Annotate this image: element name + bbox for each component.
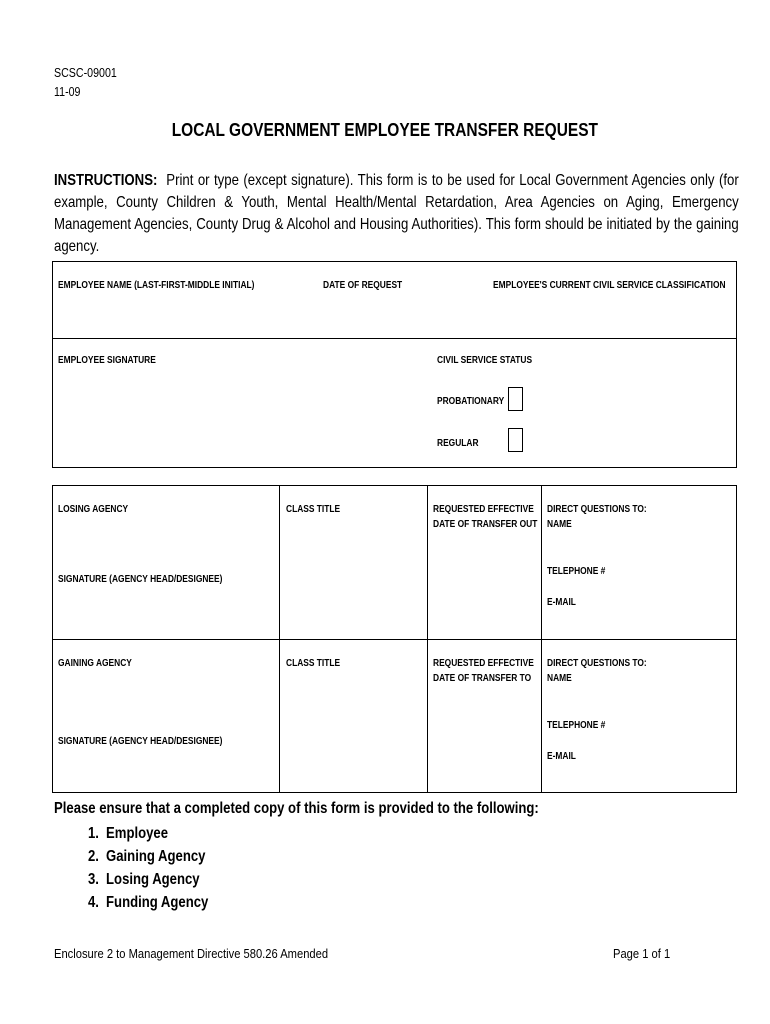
- gaining-telephone-field[interactable]: TELEPHONE #: [547, 720, 606, 731]
- page-title: LOCAL GOVERNMENT EMPLOYEE TRANSFER REQUEST: [171, 120, 599, 140]
- column-divider-1: [279, 485, 280, 793]
- list-item: 3. Losing Agency: [88, 871, 200, 888]
- regular-checkbox[interactable]: [508, 428, 523, 452]
- gaining-effective-date-field[interactable]: REQUESTED EFFECTIVE DATE OF TRANSFER TO: [433, 658, 534, 684]
- form-number: SCSC-09001: [54, 65, 117, 80]
- losing-class-title-field[interactable]: CLASS TITLE: [286, 504, 341, 515]
- employee-signature-field[interactable]: EMPLOYEE SIGNATURE: [58, 355, 156, 366]
- instructions: [54, 170, 739, 258]
- probationary-label: PROBATIONARY: [437, 396, 505, 407]
- civil-service-status-label: CIVIL SERVICE STATUS: [437, 355, 533, 366]
- instructions-text: Print or type (except signature). This form is to be used for Local Government Agencies only (for example, County Children & Youth, Mental Health/Mental Retardation, Area Agencies on Aging, Emergency Management Agencies, County Drug & Alcohol and Housing Authorities). This form should be initiated by the gaining agency.: [54, 172, 739, 255]
- list-item: 2. Gaining Agency: [88, 848, 206, 865]
- column-divider-3: [541, 485, 542, 793]
- gaining-agency-field[interactable]: GAINING AGENCY: [58, 658, 132, 669]
- footer-enclosure-note: Enclosure 2 to Management Directive 580.26 Amended: [54, 946, 329, 961]
- gaining-direct-questions-field[interactable]: DIRECT QUESTIONS TO: NAME: [547, 658, 647, 684]
- losing-direct-questions-field[interactable]: DIRECT QUESTIONS TO: NAME: [547, 504, 647, 530]
- employee-box-divider: [52, 338, 737, 339]
- losing-signature-field[interactable]: SIGNATURE (AGENCY HEAD/DESIGNEE): [58, 574, 223, 585]
- current-classification-field[interactable]: EMPLOYEE'S CURRENT CIVIL SERVICE CLASSIFICATION: [493, 280, 726, 291]
- agency-box-divider: [52, 639, 737, 640]
- distribution-list: [88, 822, 208, 914]
- column-divider-2: [427, 485, 428, 793]
- losing-email-field[interactable]: E-MAIL: [547, 597, 576, 608]
- instructions-label: INSTRUCTIONS:: [54, 172, 158, 189]
- footer-page-number: Page 1 of 1: [613, 946, 671, 961]
- regular-label: REGULAR: [437, 438, 479, 449]
- gaining-signature-field[interactable]: SIGNATURE (AGENCY HEAD/DESIGNEE): [58, 736, 223, 747]
- date-of-request-field[interactable]: DATE OF REQUEST: [323, 280, 403, 291]
- employee-name-field[interactable]: EMPLOYEE NAME (LAST-FIRST-MIDDLE INITIAL): [58, 280, 255, 291]
- losing-effective-date-field[interactable]: REQUESTED EFFECTIVE DATE OF TRANSFER OUT: [433, 504, 538, 530]
- probationary-checkbox[interactable]: [508, 387, 523, 411]
- gaining-email-field[interactable]: E-MAIL: [547, 751, 576, 762]
- losing-agency-field[interactable]: LOSING AGENCY: [58, 504, 129, 515]
- form-date: 11-09: [54, 84, 81, 99]
- gaining-class-title-field[interactable]: CLASS TITLE: [286, 658, 341, 669]
- form-identifier: [54, 63, 117, 101]
- list-item: 4. Funding Agency: [88, 894, 209, 911]
- losing-telephone-field[interactable]: TELEPHONE #: [547, 566, 606, 577]
- distribution-heading: Please ensure that a completed copy of this form is provided to the following:: [54, 800, 539, 817]
- list-item: 1. Employee: [88, 825, 169, 842]
